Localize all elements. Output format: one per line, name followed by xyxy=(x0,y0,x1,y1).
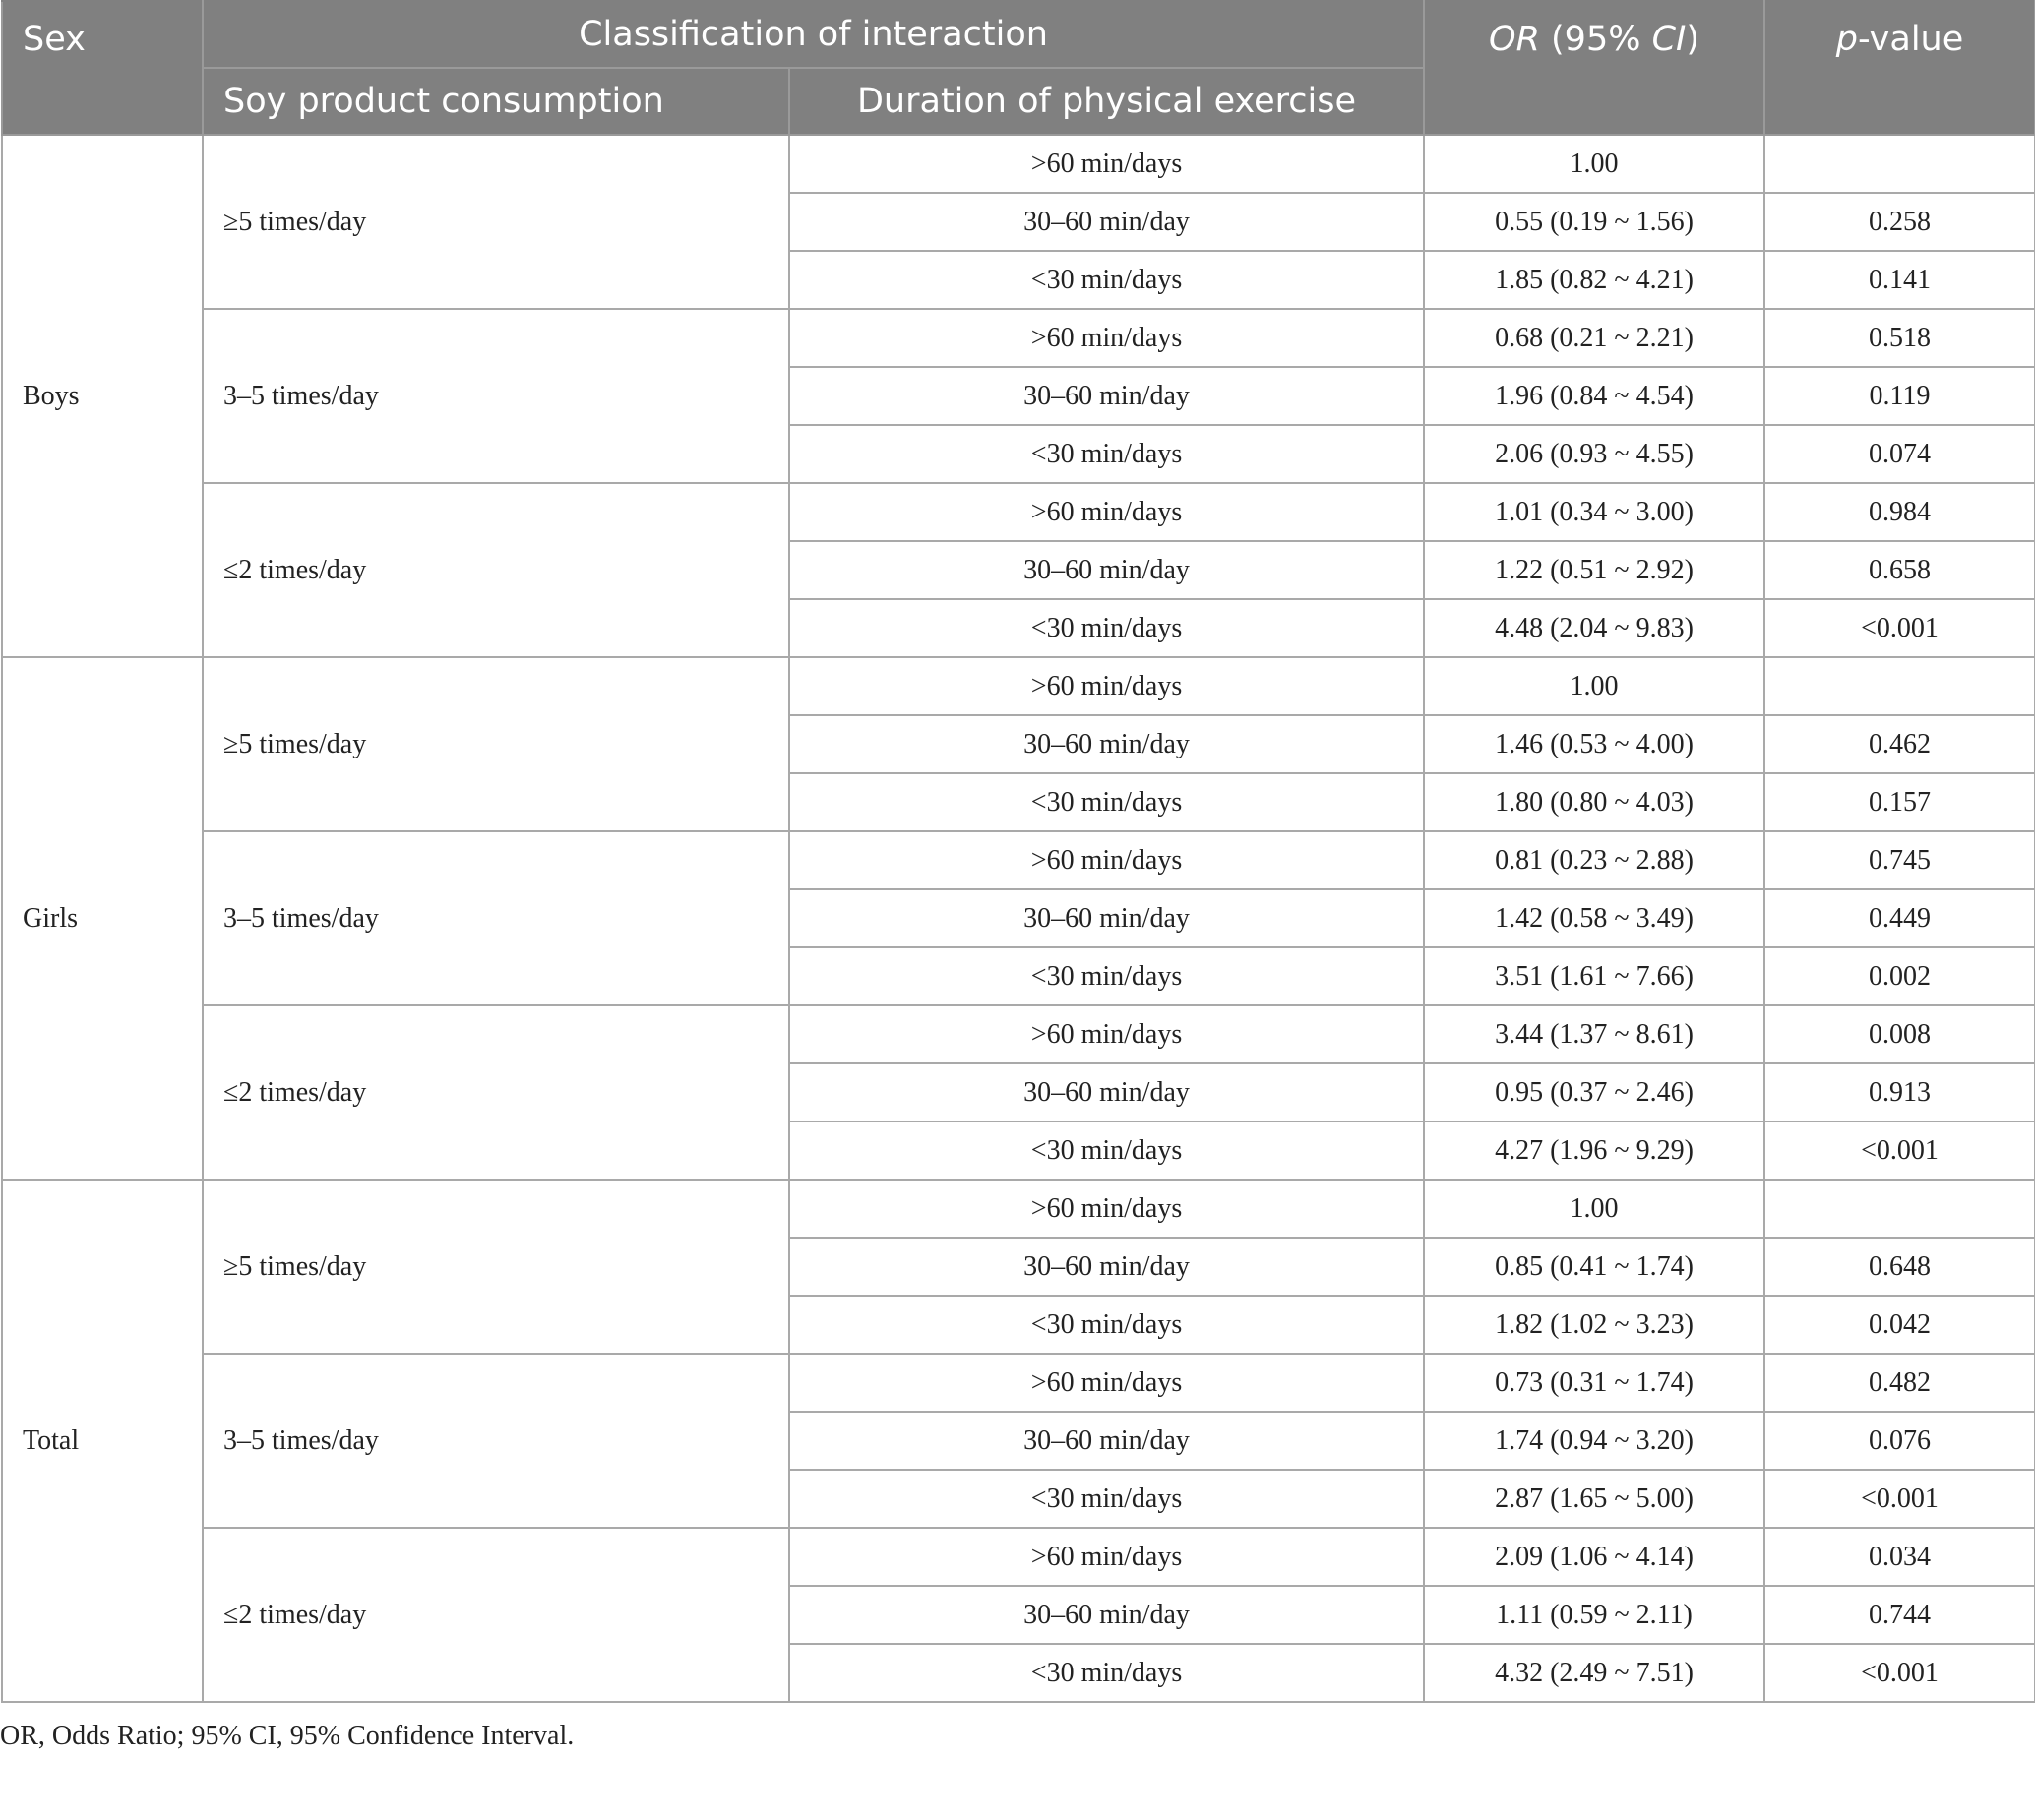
table-row xyxy=(2,1180,2035,1238)
header-or-abbrev: OR xyxy=(1489,20,1540,59)
header-soy: Soy product consumption xyxy=(203,68,789,135)
odds-ratio-cell: 2.87 (1.65 ~ 5.00) xyxy=(1424,1470,1764,1528)
p-value-cell: 0.449 xyxy=(1764,889,2035,947)
table-row xyxy=(2,1354,2035,1412)
table-row xyxy=(2,1005,2035,1063)
odds-ratio-cell: 1.00 xyxy=(1424,657,1764,715)
p-value-cell: 0.074 xyxy=(1764,425,2035,483)
odds-ratio-cell: 4.27 (1.96 ~ 9.29) xyxy=(1424,1122,1764,1180)
p-value-cell: 0.913 xyxy=(1764,1063,2035,1122)
odds-ratio-cell: 1.85 (0.82 ~ 4.21) xyxy=(1424,251,1764,309)
table-header xyxy=(2,1,2035,135)
sex-cell: Total xyxy=(2,1180,203,1702)
exercise-duration-cell: >60 min/days xyxy=(789,1528,1424,1586)
soy-consumption-cell: 3–5 times/day xyxy=(203,309,789,483)
p-value-cell xyxy=(1764,1180,2035,1238)
header-sex: Sex xyxy=(2,1,203,135)
exercise-duration-cell: 30–60 min/day xyxy=(789,367,1424,425)
exercise-duration-cell: >60 min/days xyxy=(789,483,1424,541)
soy-consumption-cell: ≤2 times/day xyxy=(203,1528,789,1702)
p-value-cell: 0.042 xyxy=(1764,1296,2035,1354)
p-value-cell: 0.744 xyxy=(1764,1586,2035,1644)
exercise-duration-cell: <30 min/days xyxy=(789,1470,1424,1528)
odds-ratio-cell: 4.48 (2.04 ~ 9.83) xyxy=(1424,599,1764,657)
p-value-cell: 0.745 xyxy=(1764,831,2035,889)
exercise-duration-cell: >60 min/days xyxy=(789,1005,1424,1063)
p-value-cell: <0.001 xyxy=(1764,1470,2035,1528)
exercise-duration-cell: 30–60 min/day xyxy=(789,889,1424,947)
odds-ratio-cell: 2.06 (0.93 ~ 4.55) xyxy=(1424,425,1764,483)
exercise-duration-cell: >60 min/days xyxy=(789,135,1424,193)
p-value-cell: 0.658 xyxy=(1764,541,2035,599)
odds-ratio-cell: 0.55 (0.19 ~ 1.56) xyxy=(1424,193,1764,251)
p-value-cell: 0.462 xyxy=(1764,715,2035,773)
p-value-cell: 0.119 xyxy=(1764,367,2035,425)
odds-ratio-cell: 1.42 (0.58 ~ 3.49) xyxy=(1424,889,1764,947)
soy-consumption-cell: ≤2 times/day xyxy=(203,483,789,657)
odds-ratio-cell: 1.01 (0.34 ~ 3.00) xyxy=(1424,483,1764,541)
header-or xyxy=(1424,1,1764,135)
exercise-duration-cell: <30 min/days xyxy=(789,947,1424,1005)
header-p-rest: -value xyxy=(1857,20,1964,59)
exercise-duration-cell: >60 min/days xyxy=(789,831,1424,889)
exercise-duration-cell: 30–60 min/day xyxy=(789,1412,1424,1470)
exercise-duration-cell: >60 min/days xyxy=(789,1180,1424,1238)
exercise-duration-cell: >60 min/days xyxy=(789,1354,1424,1412)
table-row xyxy=(2,483,2035,541)
exercise-duration-cell: >60 min/days xyxy=(789,309,1424,367)
p-value-cell: 0.258 xyxy=(1764,193,2035,251)
odds-ratio-cell: 1.80 (0.80 ~ 4.03) xyxy=(1424,773,1764,831)
p-value-cell xyxy=(1764,657,2035,715)
exercise-duration-cell: <30 min/days xyxy=(789,1296,1424,1354)
p-value-cell: 0.648 xyxy=(1764,1238,2035,1296)
soy-consumption-cell: ≤2 times/day xyxy=(203,1005,789,1180)
p-value-cell: 0.141 xyxy=(1764,251,2035,309)
table-row xyxy=(2,309,2035,367)
odds-ratio-cell: 0.73 (0.31 ~ 1.74) xyxy=(1424,1354,1764,1412)
odds-ratio-cell: 0.68 (0.21 ~ 2.21) xyxy=(1424,309,1764,367)
table-row xyxy=(2,657,2035,715)
interaction-table xyxy=(1,0,2035,1703)
p-value-cell: <0.001 xyxy=(1764,1122,2035,1180)
header-p-italic: p xyxy=(1835,20,1858,59)
p-value-cell: 0.008 xyxy=(1764,1005,2035,1063)
sex-cell: Girls xyxy=(2,657,203,1180)
odds-ratio-cell: 4.32 (2.49 ~ 7.51) xyxy=(1424,1644,1764,1702)
soy-consumption-cell: 3–5 times/day xyxy=(203,1354,789,1528)
exercise-duration-cell: <30 min/days xyxy=(789,1122,1424,1180)
sex-cell: Boys xyxy=(2,135,203,657)
header-p-value xyxy=(1764,1,2035,135)
header-or-rest: (95% xyxy=(1539,20,1652,59)
p-value-cell: <0.001 xyxy=(1764,1644,2035,1702)
header-or-ci: CI xyxy=(1651,20,1687,59)
table-body xyxy=(2,135,2035,1702)
p-value-cell: 0.984 xyxy=(1764,483,2035,541)
table-footnote: OR, Odds Ratio; 95% CI, 95% Confidence Interval. xyxy=(0,1721,575,1751)
exercise-duration-cell: 30–60 min/day xyxy=(789,715,1424,773)
odds-ratio-cell: 0.85 (0.41 ~ 1.74) xyxy=(1424,1238,1764,1296)
p-value-cell: 0.076 xyxy=(1764,1412,2035,1470)
table-row xyxy=(2,135,2035,193)
odds-ratio-cell: 1.00 xyxy=(1424,135,1764,193)
p-value-cell: 0.518 xyxy=(1764,309,2035,367)
header-duration: Duration of physical exercise xyxy=(789,68,1424,135)
exercise-duration-cell: <30 min/days xyxy=(789,425,1424,483)
p-value-cell: <0.001 xyxy=(1764,599,2035,657)
exercise-duration-cell: 30–60 min/day xyxy=(789,193,1424,251)
table-row xyxy=(2,1528,2035,1586)
soy-consumption-cell: ≥5 times/day xyxy=(203,657,789,831)
odds-ratio-cell: 2.09 (1.06 ~ 4.14) xyxy=(1424,1528,1764,1586)
table-row xyxy=(2,831,2035,889)
exercise-duration-cell: >60 min/days xyxy=(789,657,1424,715)
p-value-cell: 0.482 xyxy=(1764,1354,2035,1412)
odds-ratio-cell: 1.74 (0.94 ~ 3.20) xyxy=(1424,1412,1764,1470)
odds-ratio-cell: 1.46 (0.53 ~ 4.00) xyxy=(1424,715,1764,773)
odds-ratio-cell: 3.44 (1.37 ~ 8.61) xyxy=(1424,1005,1764,1063)
p-value-cell xyxy=(1764,135,2035,193)
exercise-duration-cell: 30–60 min/day xyxy=(789,541,1424,599)
exercise-duration-cell: <30 min/days xyxy=(789,251,1424,309)
odds-ratio-cell: 0.95 (0.37 ~ 2.46) xyxy=(1424,1063,1764,1122)
odds-ratio-cell: 1.96 (0.84 ~ 4.54) xyxy=(1424,367,1764,425)
exercise-duration-cell: <30 min/days xyxy=(789,773,1424,831)
header-or-close: ) xyxy=(1686,20,1700,59)
odds-ratio-cell: 1.00 xyxy=(1424,1180,1764,1238)
p-value-cell: 0.002 xyxy=(1764,947,2035,1005)
odds-ratio-cell: 0.81 (0.23 ~ 2.88) xyxy=(1424,831,1764,889)
p-value-cell: 0.034 xyxy=(1764,1528,2035,1586)
exercise-duration-cell: <30 min/days xyxy=(789,1644,1424,1702)
exercise-duration-cell: 30–60 min/day xyxy=(789,1586,1424,1644)
exercise-duration-cell: <30 min/days xyxy=(789,599,1424,657)
exercise-duration-cell: 30–60 min/day xyxy=(789,1063,1424,1122)
soy-consumption-cell: ≥5 times/day xyxy=(203,135,789,309)
odds-ratio-cell: 1.22 (0.51 ~ 2.92) xyxy=(1424,541,1764,599)
soy-consumption-cell: 3–5 times/day xyxy=(203,831,789,1005)
soy-consumption-cell: ≥5 times/day xyxy=(203,1180,789,1354)
p-value-cell: 0.157 xyxy=(1764,773,2035,831)
exercise-duration-cell: 30–60 min/day xyxy=(789,1238,1424,1296)
odds-ratio-cell: 1.11 (0.59 ~ 2.11) xyxy=(1424,1586,1764,1644)
odds-ratio-cell: 3.51 (1.61 ~ 7.66) xyxy=(1424,947,1764,1005)
header-classification: Classification of interaction xyxy=(203,1,1424,68)
odds-ratio-cell: 1.82 (1.02 ~ 3.23) xyxy=(1424,1296,1764,1354)
